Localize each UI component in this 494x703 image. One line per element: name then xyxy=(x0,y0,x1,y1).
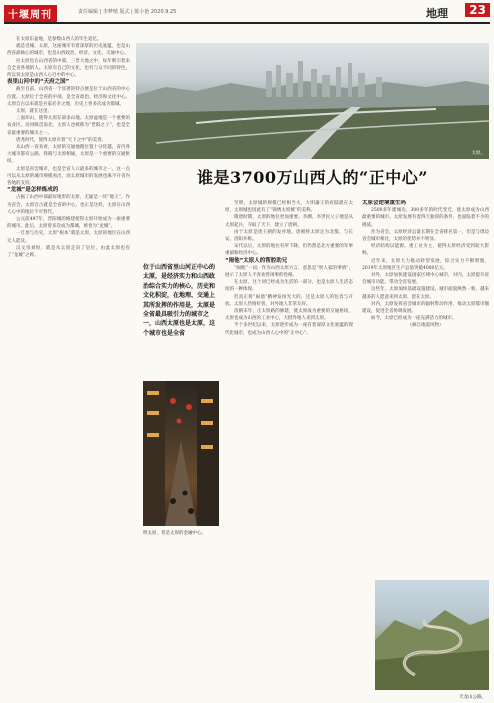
photo-caption: 明太原，普是太原的金融中心。 xyxy=(143,531,206,536)
page-number: 23 xyxy=(465,3,490,17)
paragraph: 拉太原也在山西省的中部，三晋大地之中，每年吸引着来自全省各地的人。太原有自己的文化，也有与众不同的特色，所以说太原是山西人心目中的中心。 xyxy=(7,58,130,79)
article-column-2 xyxy=(225,200,353,700)
editor-meta: 责任编辑 | 李梦晴 版式 | 陈小艳 2020.9.25 xyxy=(78,9,177,15)
subheading: 表里山河中的“天府之国” xyxy=(7,79,70,86)
paragraph: 这些年，太原加快基础设施建设，城市面貌焕然一新，越来越多的人愿意来到太原、留在太原。 xyxy=(362,287,489,300)
subheading: “龙城”是怎样炼成的 xyxy=(7,187,59,194)
article-column-1 xyxy=(7,36,130,700)
taiyuan-city-photo xyxy=(136,43,489,159)
paragraph: “闹他”一词，作为山西太原方言，意思是“别人家的事情”，展示了太原人不喜欢管闲事的性格。 xyxy=(225,265,353,279)
photo-caption: 太原。 xyxy=(471,151,485,156)
mountain-road-photo xyxy=(375,580,489,690)
paragraph: 一旦参与历史，太原“根本”就是太原，太原的地位在山西无人能及。 xyxy=(7,231,130,244)
paragraph: 占据了山西中部最好地形的太原，无疑是一块“地王”。作为省会，太原自古就是全省的中心。也正是这样，太原在山西人心中的地位不可替代。 xyxy=(7,195,130,215)
photo-caption: 天龙山公路。 xyxy=(459,695,486,700)
paragraph: 经济结构以能源、重工业为主，使得太原经济受到较大影响。 xyxy=(362,244,489,257)
paragraph: 太原，就在这里。 xyxy=(16,109,52,115)
paragraph: 截至目前，山西省一个显著的特点便是位于山西省的中心位置。太原位于全省的中部，是全省政治、经济和文化中心。太原自古以来就是兵家必争之地，历史上曾多次成为都城。 xyxy=(7,87,130,107)
pull-quote: 位于山西省里山河正中心的太原，是经济实力和山西政治综合实力的核心，历史和文化积淀，在地理、交通上其所发挥的作用是，太原是全省最具吸引力的城市之一，山西太原也是太原，这个城市也是全省 xyxy=(143,264,216,337)
paragraph: 对内，太原发挥省会城市的辐射带动作用，推动太原都市圈建设，促进全省协调发展。 xyxy=(362,301,489,315)
paragraph: 汉文帝刘恒，就是从太原走向了皇位，由此太原也有了“龙城”之称。 xyxy=(7,245,130,259)
paragraph: 由于太原是唐王朝的发祥地，唐朝将太原定为北都，与长安、洛阳并称。 xyxy=(225,229,353,243)
paragraph: 如今，太原已经成为一座充满活力的城市。 xyxy=(371,316,457,322)
subheading: “闹他”太原人的帮腔助兄 xyxy=(225,257,288,264)
section-label: 地理 xyxy=(426,7,448,20)
paragraph: 对外，太原加快建设国家区域中心城市，对内，太原提升省会城市功能，带动全省发展。 xyxy=(362,273,489,286)
paragraph: 在太原，这个词已经成为生活的一部分，也是太原人生活态度的一种体现。 xyxy=(225,280,353,293)
paragraph: 在太原东盆地，是参数山西人的毕生追忆。 xyxy=(16,37,102,42)
page-header xyxy=(0,0,494,32)
paragraph: 作为省会，太原经济总量长期在全省排名第一，但是与周边省会城市相比，太原的优势并不明显。 xyxy=(362,229,489,243)
paragraph: 2500多年建城史、300多年的时代变迁，使太原成为山西最重要的城市。太原发展有着得天独厚的条件，也面临着不少的挑战。 xyxy=(362,208,489,228)
paragraph: 从山西一省来看，太原的交通地理位置十分优越，省内各大城市都有公路、铁路与太原相通，太原是一个重要的交通枢纽。 xyxy=(7,145,130,165)
paragraph: 清朝末年，正太铁路的修建，使太原成为重要的交通枢纽，太原也成为山西的工业中心，大批外地人来到太原。 xyxy=(225,309,353,322)
newspaper-brand: 十堰周刊 xyxy=(4,5,57,22)
paragraph: 唐尧时代，使得太原有着“天下之中”的美誉。 xyxy=(16,137,107,143)
article-column-3 xyxy=(362,200,489,576)
paragraph: 太原是省会城市，也是全省人口最多的城市之一，这一点可以从太原的城市规模看出，而太原城市的发展也离不开省内各地的支持。 xyxy=(7,166,130,187)
paragraph: 至明，太原城的规模已经相当大，大明藩王的府邸就在太原，太原城也因此有了“锦绣太原城”的美称。 xyxy=(225,201,353,214)
paragraph: 三面环山，使得太原东部多山地。太原盆地是一个重要的农业区。汾河纵贯南北，太原人也被称为“晋阳之子”，也是全省最重要的城市之一。 xyxy=(7,116,130,136)
paragraph: 隋唐时期，太原的地位更加重要。李渊、李世民父子便是从太原起兵，夺取了天下，建立了唐朝。 xyxy=(225,215,353,228)
street-night-photo xyxy=(143,381,219,526)
header-rule xyxy=(4,22,490,24)
paragraph: 公元前497年，晋阳城的修建使得太原开始成为一座重要的城市。此后，太原曾多次成为都城，被誉为“龙城”。 xyxy=(7,217,130,230)
source-credit: （摘自地道风物） xyxy=(407,323,444,329)
paragraph: 但真正将“闹他”精神发扬光大的，还是太原人的包容与开放。太原人热情好客，对外地人非常友好。 xyxy=(225,294,353,307)
subheading: 太原会逆境重生吗 xyxy=(362,200,407,206)
paragraph: 宋代以后，太原的地位有所下降，但仍然是北方重要的军事重镇和经济中心。 xyxy=(225,244,353,257)
headline: 谁是3700万山西人的“正中心” xyxy=(197,168,428,187)
paragraph: 半个多世纪以来，太原逐步成为一座有着深厚文化底蕴的现代化城市，也成为山西人心中的“正中心”。 xyxy=(225,323,353,336)
paragraph: 近年来，太原大力推动转型发展，综合实力不断增强，2019年太原地区生产总值突破4000亿元。 xyxy=(362,258,489,271)
paragraph: 就是近城，太原，这座城市有着深厚的历史底蕴，也是山西省最核心的城市，也是山西政治、经济、文化、交通中心。 xyxy=(7,44,130,57)
